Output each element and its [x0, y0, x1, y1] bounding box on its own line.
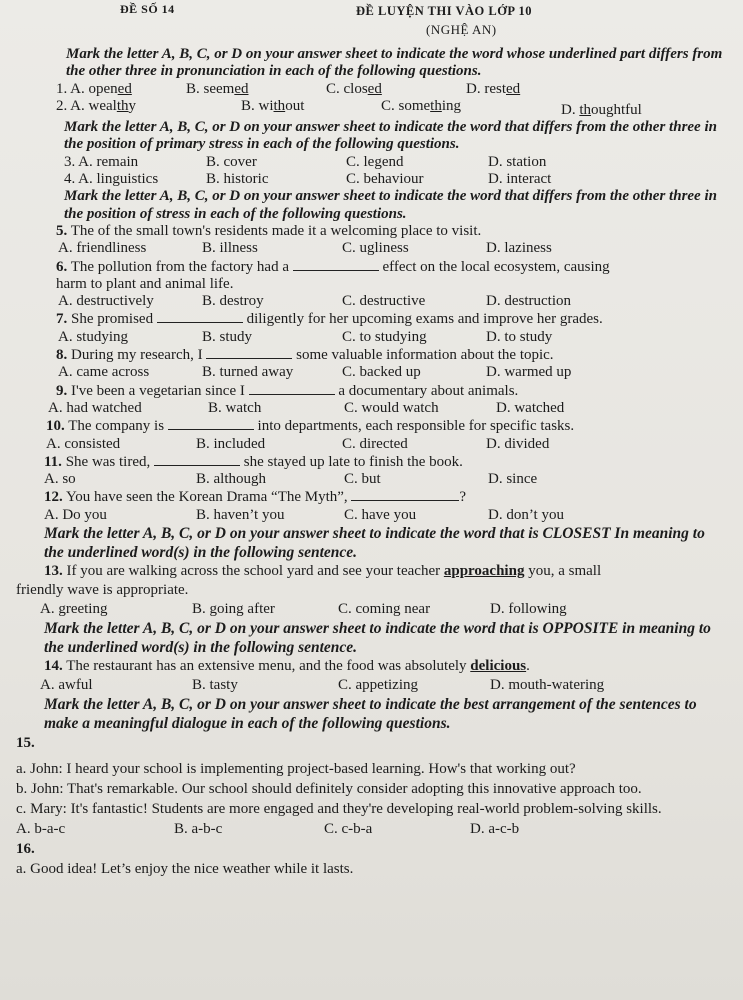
question-8-options: [16, 364, 724, 381]
option-11b: B. although: [196, 471, 266, 488]
option-1d: D. rested: [466, 80, 521, 97]
option-1b: B. seemed: [186, 80, 249, 97]
option-7d: D. to study: [486, 328, 553, 345]
question-9: 9. I've been a vegetarian since I a documentary about animals.: [56, 382, 519, 399]
option-15b: B. a-b-c: [174, 821, 223, 838]
option-10d: D. divided: [486, 435, 550, 452]
option-3a: 3. A. remain: [64, 153, 139, 170]
option-8d: D. warmed up: [486, 364, 572, 381]
question-14-options: [16, 676, 724, 695]
option-11c: C. but: [344, 471, 381, 488]
question-1: [16, 81, 724, 98]
option-6c: C. destructive: [342, 293, 426, 310]
exam-content: [16, 46, 724, 879]
option-2a: 2. A. wealthy: [56, 97, 136, 114]
question-13-cont: friendly wave is appropriate.: [16, 582, 189, 599]
option-14c: C. appetizing: [338, 677, 418, 694]
instruction-primary-stress: Mark the letter A, B, C, or D on your answer sheet to indicate the word that differs from the other three in the position of primary stress in each of the following questions.: [64, 119, 717, 153]
question-8: 8. During my research, I some valuable information about the topic.: [56, 347, 554, 364]
option-5a: A. friendliness: [58, 240, 147, 257]
option-7a: A. studying: [58, 328, 129, 345]
option-9a: A. had watched: [48, 399, 142, 416]
option-14b: B. tasty: [192, 677, 238, 694]
question-2: [16, 98, 724, 119]
question-14: 14. The restaurant has an extensive menu, and the food was absolutely delicious.: [44, 658, 530, 675]
option-4c: C. behaviour: [346, 171, 424, 188]
question-3: [16, 154, 724, 171]
option-9d: D. watched: [496, 399, 565, 416]
question-13: 13. If you are walking across the school yard and see your teacher approaching you, a small: [44, 563, 602, 580]
question-9-options: [16, 400, 724, 417]
question-7-options: [16, 329, 724, 346]
question-7: 7. She promised diligently for her upcoming exams and improve her grades.: [56, 311, 603, 328]
instruction-closest: Mark the letter A, B, C, or D on your answer sheet to indicate the word that is CLOSEST In meaning to the underlined word(s) in the following sentence.: [44, 525, 705, 562]
option-14a: A. awful: [40, 677, 93, 694]
option-13d: D. following: [490, 601, 567, 618]
dialogue-16a: a. Good idea! Let’s enjoy the nice weather while it lasts.: [16, 861, 354, 878]
option-7c: C. to studying: [342, 328, 427, 345]
option-12a: A. Do you: [44, 506, 107, 523]
option-12d: D. don’t you: [488, 506, 564, 523]
option-2d: D. thoughtful: [561, 101, 642, 118]
exam-code: ĐỀ SỐ 14: [120, 2, 175, 16]
option-13b: B. going after: [192, 601, 275, 618]
option-8c: C. backed up: [342, 364, 421, 381]
question-15-options: [16, 819, 724, 839]
dialogue-15c: c. Mary: It's fantastic! Students are more engaged and they're developing real-world problem-solving skills.: [16, 801, 662, 818]
question-13-options: [16, 600, 724, 619]
option-1c: C. closed: [326, 80, 382, 97]
option-4a: 4. A. linguistics: [64, 171, 159, 188]
option-5c: C. ugliness: [342, 240, 409, 257]
option-10c: C. directed: [342, 435, 408, 452]
option-15d: D. a-c-b: [470, 821, 520, 838]
option-2b: B. without: [241, 97, 305, 114]
option-9b: B. watch: [208, 399, 262, 416]
question-16: 16.: [16, 841, 35, 858]
dialogue-15a: a. John: I heard your school is implementing project-based learning. How's that working out?: [16, 761, 576, 778]
option-3c: C. legend: [346, 153, 404, 170]
option-10a: A. consisted: [46, 435, 121, 452]
option-6a: A. destructively: [58, 293, 154, 310]
option-5b: B. illness: [202, 240, 258, 257]
question-4: [16, 171, 724, 188]
option-3b: B. cover: [206, 153, 257, 170]
option-12b: B. haven’t you: [196, 506, 285, 523]
question-5-options: [16, 240, 724, 257]
dialogue-15b: b. John: That's remarkable. Our school should definitely consider adopting this innovative approach too.: [16, 781, 642, 798]
question-12-options: [16, 507, 724, 524]
instruction-pronunciation: Mark the letter A, B, C, or D on your answer sheet to indicate the word whose underlined part differs from the other three in pronunciation in each of the following questions.: [66, 46, 723, 80]
exam-subtitle: (NGHỆ AN): [426, 22, 497, 37]
option-6b: B. destroy: [202, 293, 264, 310]
option-6d: D. destruction: [486, 293, 571, 310]
question-10: 10. The company is into departments, each responsible for specific tasks.: [46, 418, 575, 435]
option-11d: D. since: [488, 471, 538, 488]
option-13a: A. greeting: [40, 601, 108, 618]
option-9c: C. would watch: [344, 399, 439, 416]
question-11: 11. She was tired, she stayed up late to finish the book.: [44, 453, 463, 470]
question-15: 15.: [16, 735, 35, 752]
exam-title: ĐỀ LUYỆN THI VÀO LỚP 10: [356, 4, 533, 18]
option-2c: C. something: [381, 97, 462, 114]
option-1a: 1. A. opened: [56, 80, 132, 97]
option-10b: B. included: [196, 435, 266, 452]
option-11a: A. so: [44, 471, 76, 488]
question-6-cont: harm to plant and animal life.: [56, 275, 234, 292]
question-10-options: [16, 436, 724, 453]
instruction-opposite: Mark the letter A, B, C, or D on your answer sheet to indicate the word that is OPPOSITE in meaning to the underlined word(s) in the following sentence.: [44, 620, 711, 657]
option-4b: B. historic: [206, 171, 269, 188]
question-6-options: [16, 293, 724, 310]
instruction-stress: Mark the letter A, B, C, or D on your answer sheet to indicate the word that differs from the other three in the position of stress in each of the following questions.: [64, 188, 717, 222]
option-13c: C. coming near: [338, 601, 431, 618]
option-15a: A. b-a-c: [16, 821, 66, 838]
option-14d: D. mouth-watering: [490, 677, 605, 694]
option-15c: C. c-b-a: [324, 821, 373, 838]
option-5d: D. laziness: [486, 240, 552, 257]
option-3d: D. station: [488, 153, 547, 170]
option-7b: B. study: [202, 328, 253, 345]
instruction-arrangement: Mark the letter A, B, C, or D on your answer sheet to indicate the best arrangement of the sentences to make a meaningful dialogue in each of the following questions.: [44, 696, 697, 733]
question-5: 5. The of the small town's residents made it a welcoming place to visit.: [56, 222, 482, 239]
option-8a: A. came across: [58, 364, 150, 381]
option-12c: C. have you: [344, 506, 417, 523]
question-11-options: [16, 471, 724, 488]
question-12: 12. You have seen the Korean Drama “The Myth”, ?: [44, 489, 467, 506]
question-6: 6. The pollution from the factory had a effect on the local ecosystem, causing: [56, 258, 610, 275]
option-4d: D. interact: [488, 171, 552, 188]
option-8b: B. turned away: [202, 364, 294, 381]
